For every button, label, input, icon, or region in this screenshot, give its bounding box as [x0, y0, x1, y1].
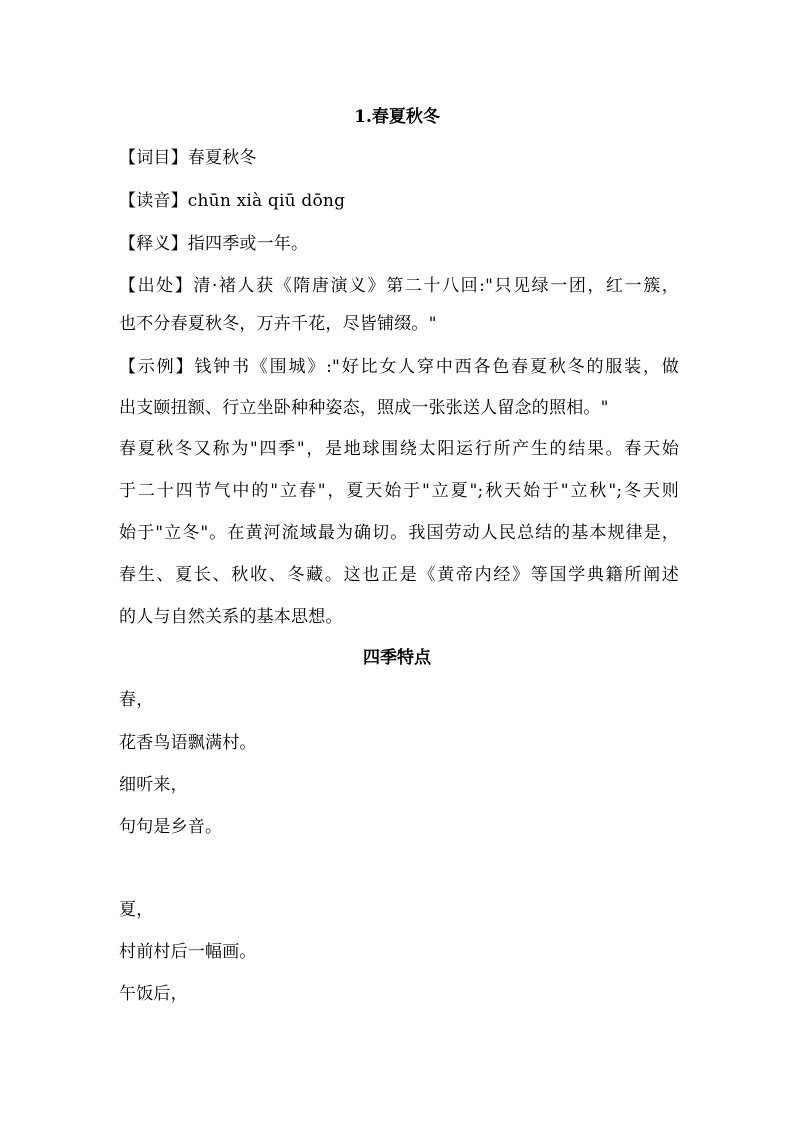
- paragraph-line-1: 春夏秋冬又称为"四季"，是地球围绕太阳运行所产生的结果。春天始: [119, 439, 679, 459]
- paragraph-line-2: 于二十四节气中的"立春"，夏天始于"立夏";秋天始于"立秋";冬天则: [119, 481, 679, 501]
- poem-line: 夏，: [119, 900, 154, 920]
- paragraph-line-4: 春生、夏长、秋收、冬藏。这也正是《黄帝内经》等国学典籍所阐述: [119, 565, 679, 585]
- page-title: 1.春夏秋冬: [354, 107, 440, 127]
- entry-meaning: 【释义】指四季或一年。: [119, 234, 309, 254]
- entry-example-line-1: 【示例】钱钟书《围城》:"好比女人穿中西各色春夏秋冬的服装，做: [119, 357, 679, 377]
- entry-example-line-2: 出支颐扭额、行立坐卧种种姿态，照成一张张送人留念的照相。": [119, 398, 609, 418]
- poem-line: 午饭后，: [119, 984, 188, 1004]
- entry-word: 【词目】春夏秋冬: [119, 148, 257, 168]
- entry-pronunciation: 【读音】chūn xià qiū dōng: [119, 191, 346, 211]
- poem-line: 花香鸟语飘满村。: [119, 733, 257, 753]
- poem-line: 细听来，: [119, 775, 188, 795]
- paragraph-line-5: 的人与自然关系的基本思想。: [119, 607, 343, 627]
- entry-source-line-1: 【出处】清·褚人获《隋唐演义》第二十八回:"只见绿一团，红一簇，: [119, 276, 679, 296]
- entry-source-line-2: 也不分春夏秋冬，万卉千花，尽皆铺缀。": [119, 314, 437, 334]
- section-title: 四季特点: [363, 648, 431, 668]
- poem-line: 村前村后一幅画。: [119, 942, 257, 962]
- paragraph-line-3: 始于"立冬"。在黄河流域最为确切。我国劳动人民总结的基本规律是，: [119, 523, 679, 543]
- poem-line: 句句是乡音。: [119, 817, 223, 837]
- poem-line: 春，: [119, 690, 154, 710]
